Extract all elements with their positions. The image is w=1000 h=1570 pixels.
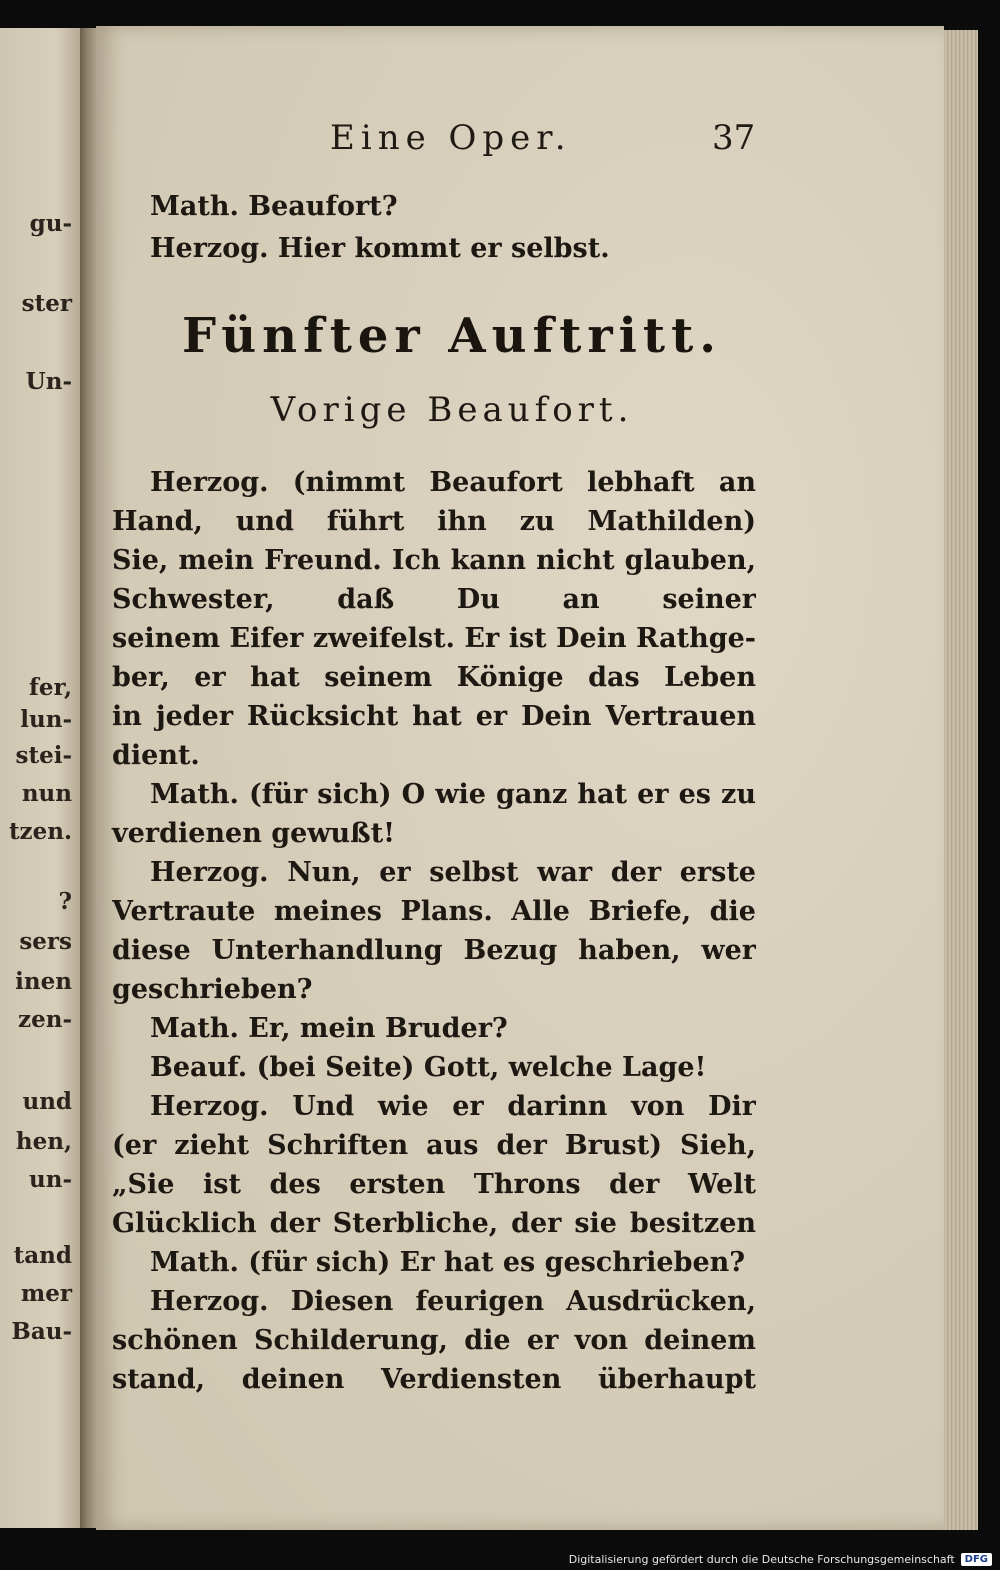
left-fragment: tzen. <box>8 818 72 845</box>
text-line: geschrieben? <box>112 974 313 1005</box>
text-line: Math. Beaufort? <box>150 191 398 222</box>
scene-characters: Vorige Beaufort. <box>270 390 634 430</box>
text-line: dient. <box>112 740 200 771</box>
text-line: Math. (für sich) O wie ganz hat er es zu <box>150 779 756 810</box>
text-line: „Sie ist des ersten Throns der Welt <box>112 1169 756 1200</box>
left-fragment: sers <box>19 928 72 955</box>
text-line: stand, deinen Verdiensten überhaupt <box>112 1364 756 1395</box>
left-fragment: fer, <box>29 674 72 701</box>
text-line: Herzog. (nimmt Beaufort lebhaft an <box>150 467 756 498</box>
running-head: Eine Oper. <box>330 118 572 158</box>
text-line: verdienen gewußt! <box>112 818 396 849</box>
text-line: diese Unterhandlung Bezug haben, wer <box>112 935 756 966</box>
text-line: Beauf. (bei Seite) Gott, welche Lage! <box>150 1052 707 1083</box>
left-fragment: ster <box>21 290 72 317</box>
text-line: ber, er hat seinem Könige das Leben <box>112 662 756 693</box>
text-line: (er zieht Schriften aus der Brust) Sieh, <box>112 1130 756 1161</box>
left-fragment: lun- <box>20 706 72 733</box>
dfg-logo: DFG <box>961 1553 992 1566</box>
text-line: Math. (für sich) Er hat es geschrieben? <box>150 1247 746 1278</box>
left-fragment: hen, <box>15 1128 72 1155</box>
text-line: seinem Eifer zweifelst. Er ist Dein Rathge- <box>112 623 756 654</box>
page-edges <box>944 30 978 1530</box>
text-line: Herzog. Hier kommt er selbst. <box>150 233 610 264</box>
page-number: 37 <box>712 118 756 158</box>
left-fragment: und <box>22 1088 72 1115</box>
left-fragment: Bau- <box>11 1318 72 1345</box>
left-fragment: zen- <box>18 1006 72 1033</box>
text-line: Hand, und führt ihn zu Mathilden) <box>112 506 756 537</box>
left-fragment: Un- <box>25 368 72 395</box>
text-line: Glücklich der Sterbliche, der sie besitzen <box>112 1208 756 1239</box>
facing-page-fragment <box>0 28 80 1528</box>
text-line: schönen Schilderung, die er von deinem <box>112 1325 756 1356</box>
left-fragment: mer <box>20 1280 72 1307</box>
left-fragment: inen <box>15 968 72 995</box>
text-line: Vertraute meines Plans. Alle Briefe, die <box>112 896 756 927</box>
left-fragment: tand <box>13 1242 72 1269</box>
left-fragment: stei- <box>15 742 72 769</box>
text-line: Herzog. Und wie er darinn von Dir <box>150 1091 756 1122</box>
left-fragment: nun <box>21 780 72 807</box>
scene-heading: Fünfter Auftritt. <box>182 308 722 364</box>
left-fragment: un- <box>29 1166 72 1193</box>
text-line: Herzog. Diesen feurigen Ausdrücken, <box>150 1286 756 1317</box>
digitization-credit <box>569 1553 992 1566</box>
text-line: Herzog. Nun, er selbst war der erste <box>150 857 756 888</box>
text-line: in jeder Rücksicht hat er Dein Vertrauen <box>112 701 756 732</box>
left-fragment: ? <box>58 888 72 915</box>
left-fragment: gu- <box>29 210 72 237</box>
text-line: Schwester, daß Du an seiner <box>112 584 756 615</box>
text-line: Sie, mein Freund. Ich kann nicht glauben, <box>112 545 756 576</box>
text-line: Math. Er, mein Bruder? <box>150 1013 508 1044</box>
credit-text: Digitalisierung gefördert durch die Deutsche Forschungsgemeinschaft <box>568 1553 955 1566</box>
